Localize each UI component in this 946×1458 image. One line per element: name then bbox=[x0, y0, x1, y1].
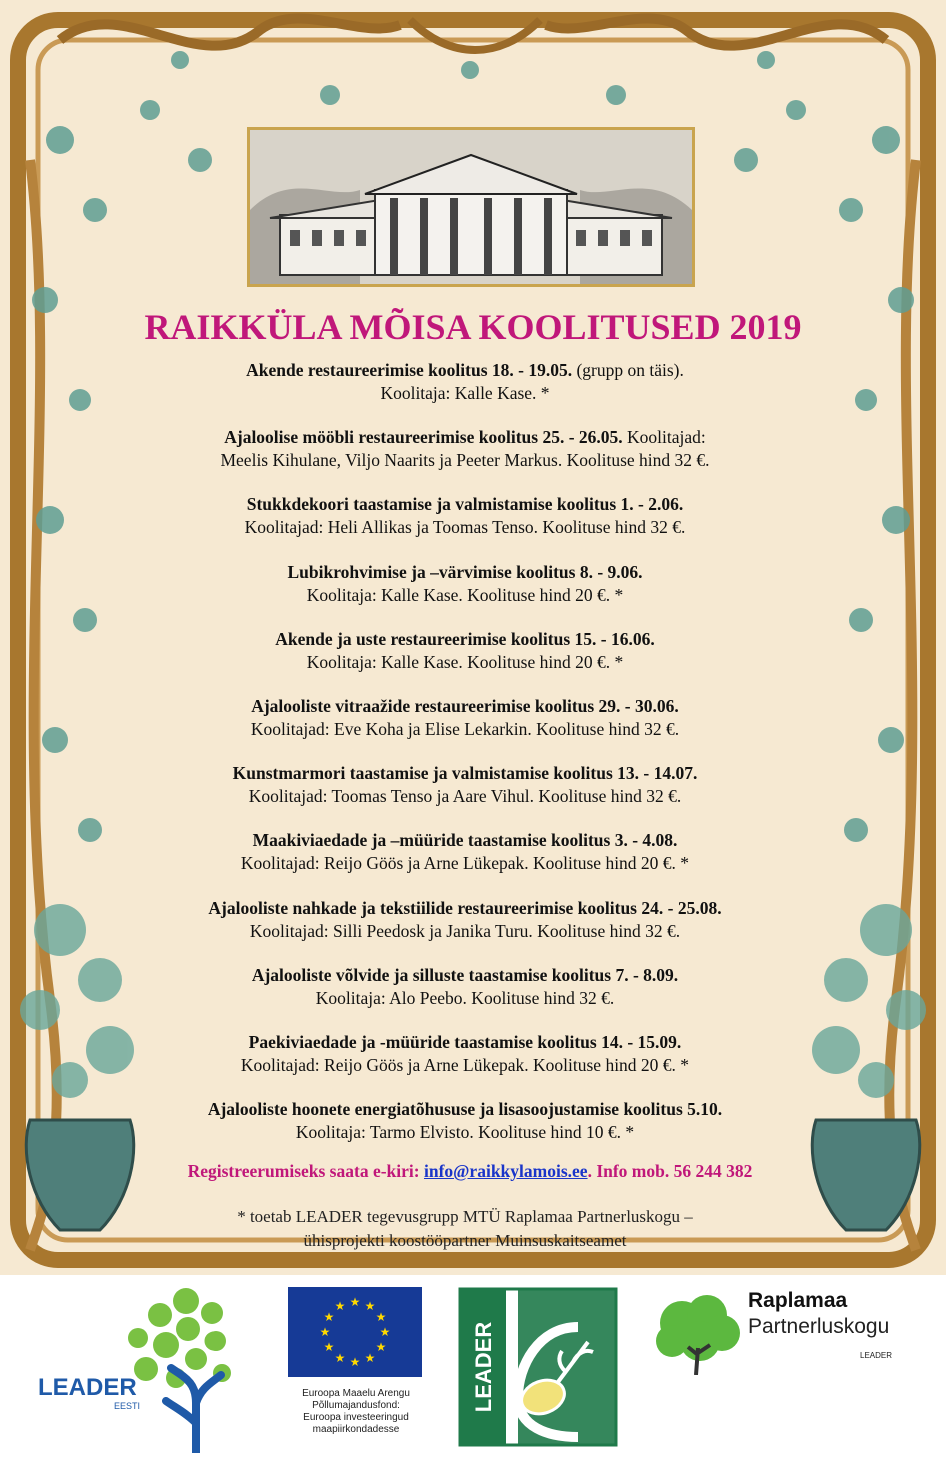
eu-star-icon: ★ bbox=[319, 1325, 331, 1339]
course-title bbox=[140, 964, 790, 987]
eu-star-icon: ★ bbox=[323, 1310, 335, 1324]
registration-line bbox=[120, 1161, 820, 1182]
course-trainers: Koolitajad: Heli Allikas ja Toomas Tenso. Koolituse hind 32 €. bbox=[244, 517, 686, 537]
eu-fund-line-3: Euroopa investeeringud bbox=[303, 1412, 409, 1423]
eu-star-icon: ★ bbox=[334, 1299, 346, 1314]
raplamaa-logo bbox=[652, 1287, 932, 1387]
eu-fund-line-2: Põllumajandusfond: bbox=[312, 1400, 400, 1411]
course-trainers: Koolitajad: Reijo Göös ja Arne Lükepak. Koolituse hind 20 €. * bbox=[240, 1055, 690, 1075]
register-suffix: . Info mob. 56 244 382 bbox=[587, 1161, 753, 1181]
course-title bbox=[140, 359, 790, 382]
course-item bbox=[140, 695, 790, 741]
course-item bbox=[140, 493, 790, 539]
eu-star-icon: ★ bbox=[323, 1340, 335, 1354]
course-trainers: Koolitaja: Alo Peebo. Koolituse hind 32 €. bbox=[315, 988, 615, 1008]
course-name: Lubikrohvimise ja –värvimise koolitus 8. - 9.06. bbox=[287, 562, 643, 582]
course-name: Ajalooliste võlvide ja silluste taastamise koolitus 7. - 8.09. bbox=[251, 965, 679, 985]
course-note: Koolitajad: bbox=[622, 427, 706, 447]
course-name: Ajalooliste nahkade ja tekstiilide restaureerimise koolitus 24. - 25.08. bbox=[208, 898, 722, 918]
course-item bbox=[140, 426, 790, 472]
footnote bbox=[140, 1205, 790, 1253]
course-name: Paekiviaedade ja -müüride taastamise koolitus 14. - 15.09. bbox=[248, 1032, 682, 1052]
course-item bbox=[140, 1031, 790, 1077]
course-item bbox=[140, 829, 790, 875]
eu-star-icon: ★ bbox=[349, 1355, 361, 1369]
course-title bbox=[140, 695, 790, 718]
course-trainers: Koolitajad: Eve Koha ja Elise Lekarkin. Koolituse hind 32 €. bbox=[250, 719, 680, 739]
eu-fund-line-1: Euroopa Maaelu Arengu bbox=[302, 1388, 410, 1399]
course-title bbox=[140, 762, 790, 785]
course-title bbox=[140, 493, 790, 516]
course-name: Ajalooliste hoonete energiatõhususe ja lisasoojustamise koolitus 5.10. bbox=[207, 1099, 723, 1119]
course-title bbox=[140, 829, 790, 852]
course-name: Akende ja uste restaureerimise koolitus 15. - 16.06. bbox=[275, 629, 655, 649]
course-trainers: Koolitajad: Toomas Tenso ja Aare Vihul. Koolituse hind 32 €. bbox=[248, 786, 682, 806]
course-note: (grupp on täis). bbox=[572, 360, 684, 380]
course-title bbox=[140, 628, 790, 651]
course-title bbox=[140, 1031, 790, 1054]
eu-fund-line-4: maapiirkondadesse bbox=[312, 1424, 400, 1435]
course-title bbox=[140, 897, 790, 920]
logo-bar bbox=[0, 1275, 946, 1458]
course-name: Kunstmarmori taastamise ja valmistamise koolitus 13. - 14.07. bbox=[232, 763, 698, 783]
course-trainers: Koolitaja: Kalle Kase. * bbox=[380, 383, 550, 403]
course-name: Maakiviaedade ja –müüride taastamise koolitus 3. - 4.08. bbox=[252, 830, 678, 850]
eu-star-icon: ★ bbox=[379, 1325, 391, 1339]
course-item bbox=[140, 897, 790, 943]
course-name: Ajaloolise mööbli restaureerimise koolitus 25. - 26.05. bbox=[224, 427, 623, 447]
course-name: Stukkdekoori taastamise ja valmistamise koolitus 1. - 2.06. bbox=[246, 494, 684, 514]
leader-eesti-sub: EESTI bbox=[114, 1401, 141, 1411]
eu-star-icon: ★ bbox=[334, 1350, 346, 1365]
course-title bbox=[140, 561, 790, 584]
course-title bbox=[140, 1098, 790, 1121]
course-item bbox=[140, 628, 790, 674]
eu-star-icon: ★ bbox=[364, 1299, 376, 1314]
course-name: Ajalooliste vitraažide restaureerimise koolitus 29. - 30.06. bbox=[251, 696, 679, 716]
eu-star-icon: ★ bbox=[364, 1350, 376, 1365]
course-item bbox=[140, 762, 790, 808]
course-title bbox=[140, 426, 790, 449]
course-name: Akende restaureerimise koolitus 18. - 19.05. bbox=[246, 360, 573, 380]
course-item bbox=[140, 1098, 790, 1144]
leader-eesti-logo bbox=[36, 1283, 236, 1453]
eu-star-icon: ★ bbox=[349, 1295, 361, 1309]
eu-flag-icon bbox=[288, 1287, 422, 1377]
raplamaa-line-3: LEADER bbox=[860, 1351, 893, 1360]
course-trainers: Meelis Kihulane, Viljo Naarits ja Peeter Markus. Koolituse hind 32 €. bbox=[220, 450, 710, 470]
course-item bbox=[140, 359, 790, 405]
eu-star-icon: ★ bbox=[375, 1310, 387, 1324]
course-trainers: Koolitaja: Tarmo Elvisto. Koolituse hind 10 €. * bbox=[295, 1122, 635, 1142]
raplamaa-line-2: Partnerluskogu bbox=[748, 1315, 890, 1338]
leader-vertical-text: LEADER bbox=[471, 1321, 496, 1413]
course-trainers: Koolitaja: Kalle Kase. Koolituse hind 20 €. * bbox=[306, 652, 624, 672]
eu-fund-logo bbox=[288, 1287, 424, 1436]
register-prefix: Registreerumiseks saata e-kiri: bbox=[187, 1161, 424, 1181]
footnote-line-1: * toetab LEADER tegevusgrupp MTÜ Raplamaa Partnerluskogu – bbox=[237, 1207, 693, 1226]
leader-vertical-logo bbox=[458, 1287, 618, 1447]
course-trainers: Koolitajad: Reijo Göös ja Arne Lükepak. Koolituse hind 20 €. * bbox=[240, 853, 690, 873]
course-trainers: Koolitajad: Silli Peedosk ja Janika Turu. Koolituse hind 32 €. bbox=[249, 921, 681, 941]
email-link[interactable]: info@raikkylamois.ee bbox=[423, 1161, 588, 1181]
footnote-line-2: ühisprojekti koostööpartner Muinsuskaitseamet bbox=[303, 1231, 627, 1250]
raplamaa-line-1: Raplamaa bbox=[748, 1289, 848, 1312]
eu-star-icon: ★ bbox=[375, 1340, 387, 1354]
manor-house-image bbox=[247, 127, 695, 287]
page-title: RAIKKÜLA MÕISA KOOLITUSED 2019 bbox=[144, 307, 802, 347]
tree-icon bbox=[652, 1293, 744, 1375]
course-item bbox=[140, 561, 790, 607]
leader-eesti-name: LEADER bbox=[38, 1374, 137, 1401]
course-item bbox=[140, 964, 790, 1010]
course-trainers: Koolitaja: Kalle Kase. Koolituse hind 20 €. * bbox=[306, 585, 624, 605]
